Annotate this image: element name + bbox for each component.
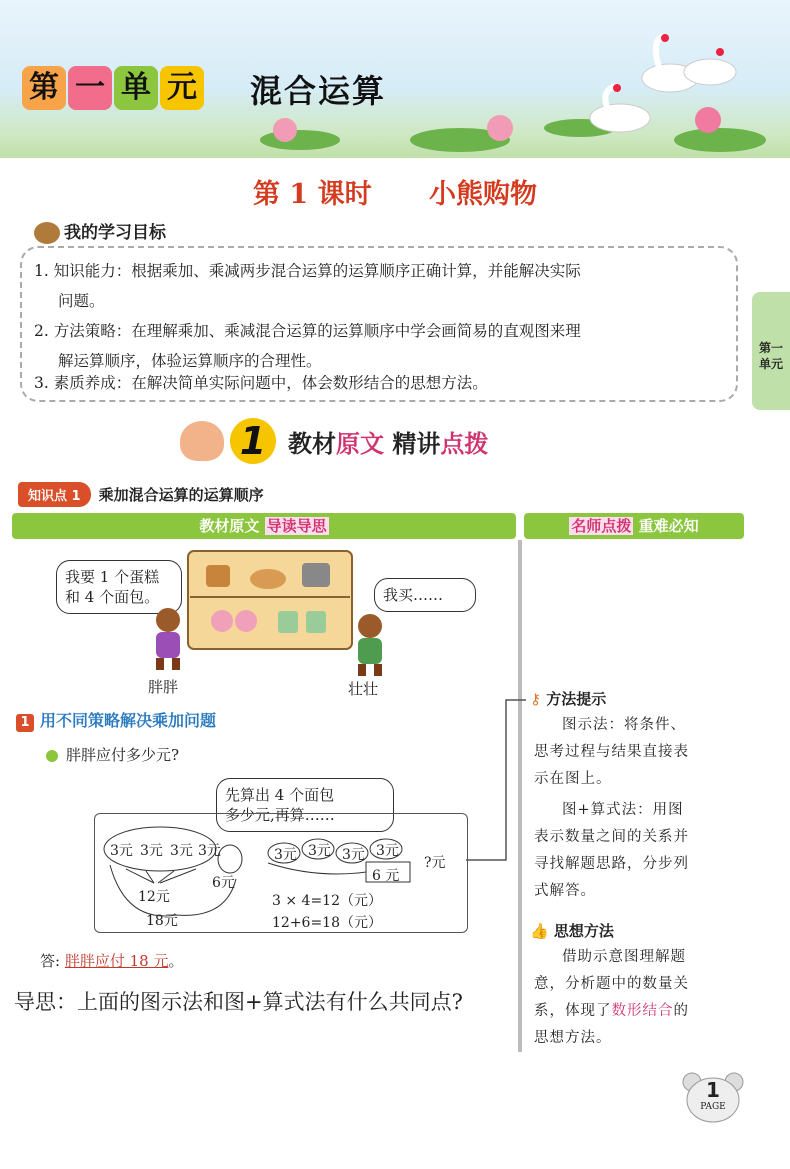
cake-icon <box>235 610 257 632</box>
name-pangpang: 胖胖 <box>148 678 179 696</box>
bakery-shelf <box>186 549 354 651</box>
goal-item-2: 2. 方法策略：在理解乘加、乘减混合运算的运算顺序中学会画简易的直观图来理 解运算顺序，体验运算顺序的合理性。 <box>34 322 581 370</box>
knowledge-point-title: 乘加混合运算的运算顺序 <box>98 485 264 504</box>
lotus-icon <box>273 118 297 142</box>
swan-icon <box>590 84 650 132</box>
lesson-title <box>0 172 790 211</box>
chain-coin: 3元 <box>342 847 365 863</box>
reading-kid-icon <box>180 421 224 461</box>
connector-line <box>466 694 530 864</box>
cake-price: 6元 <box>212 875 235 891</box>
unit-char: 单 <box>114 66 158 110</box>
bullet-dot-icon <box>46 750 58 762</box>
knowledge-point-badge: 知识点 1 <box>18 482 91 507</box>
unit-char: 第 <box>22 66 66 110</box>
section-heading <box>180 418 488 464</box>
total-label: 18元 <box>146 913 178 929</box>
swan-icon <box>642 34 698 92</box>
lesson-number: 第 1 课时 <box>253 179 372 210</box>
problem-question: 胖胖应付多少元? <box>66 746 180 764</box>
bread-icon <box>206 565 230 587</box>
goals-box <box>20 246 738 402</box>
bread-icon <box>250 569 286 589</box>
goal-item-3: 3. 素质养成：在解决简单实际问题中，体会数形结合的思想方法。 <box>34 374 488 392</box>
coin-label: 3元 <box>170 843 193 859</box>
speech-bubble-right: 我买…… <box>374 578 476 612</box>
unit-banner <box>0 0 790 158</box>
section-number: 1 <box>230 418 276 464</box>
method-tip-body: 图示法：将条件、 思考过程与结果直接表 示在图上。 图+算式法：用图 表示数量之间的关系并 寻找解题思路，分步列 式解答。 <box>534 717 689 899</box>
highlight-text: 数形结合 <box>611 1003 674 1019</box>
idea-heading: 👍 思想方法 <box>530 922 614 940</box>
swan-icon <box>684 48 736 85</box>
bear-pangpang-icon <box>146 606 190 672</box>
unit-title <box>22 64 206 112</box>
thumbs-up-icon: 👍 <box>530 922 549 940</box>
key-icon: ⚷ <box>530 690 541 708</box>
bear-zhuangzhuang-icon <box>348 612 392 678</box>
guide-question: 导思：上面的图示法和图+算式法有什么共同点? <box>14 990 463 1014</box>
cake-icon <box>211 610 233 632</box>
lotus-icon <box>487 115 513 141</box>
chain-coin: 3元 <box>274 847 297 863</box>
subtotal-label: 12元 <box>138 889 170 905</box>
column-header-right: 名师点拨 重难必知 <box>524 513 744 539</box>
knowledge-point <box>18 482 264 506</box>
lotus-icon <box>695 107 721 133</box>
bread-icon <box>306 611 326 633</box>
coin-label: 3元 <box>110 843 133 859</box>
answer-value: 胖胖应付 18 元 <box>64 952 169 970</box>
bread-icon <box>302 563 330 587</box>
coin-label: 3元 <box>198 843 221 859</box>
lesson-name: 小熊购物 <box>429 179 537 210</box>
thought-bubble: 先算出 4 个面包 多少元,再算…… <box>216 778 394 832</box>
page-number: 1 <box>706 1078 720 1102</box>
idea-body: 借助示意图理解题 意，分析题中的数量关 系，体现了数形结合的 思想方法。 <box>534 949 689 1046</box>
speech-bubble-left: 我要 1 个蛋糕 和 4 个面包。 <box>56 560 182 614</box>
unknown-total: ?元 <box>424 855 446 871</box>
equation-1: 3 × 4=12（元） <box>272 893 382 909</box>
bear-face-icon <box>34 222 60 244</box>
goals-heading: 我的学习目标 <box>34 218 166 244</box>
coin-label: 3元 <box>140 843 163 859</box>
name-zhuangzhuang: 壮壮 <box>348 680 379 698</box>
goal-item-1: 1. 知识能力：根据乘加、乘减两步混合运算的运算顺序正确计算，并能解决实际 问题。 <box>34 262 581 310</box>
answer-line: 答: 胖胖应付 18 元。 <box>40 952 184 970</box>
unit-subtitle: 混合运算 <box>250 72 387 110</box>
section-title: 教材原文 精讲点拨 <box>288 429 489 458</box>
unit-char: 元 <box>160 66 204 110</box>
unit-char: 一 <box>68 66 112 110</box>
chain-coin: 3元 <box>376 843 399 859</box>
equation-2: 12+6=18（元） <box>272 915 382 931</box>
page-label: PAGE <box>700 1102 726 1112</box>
problem-heading: 1 用不同策略解决乘加问题 <box>16 708 216 732</box>
chain-coin: 3元 <box>308 843 331 859</box>
method-tip-heading: ⚷ 方法提示 <box>530 690 607 708</box>
six-yuan-box: 6 元 <box>372 868 400 884</box>
side-tab-label: 第一单元 <box>758 341 783 371</box>
column-header-left: 教材原文 导读导思 <box>12 513 516 539</box>
bread-icon <box>278 611 298 633</box>
